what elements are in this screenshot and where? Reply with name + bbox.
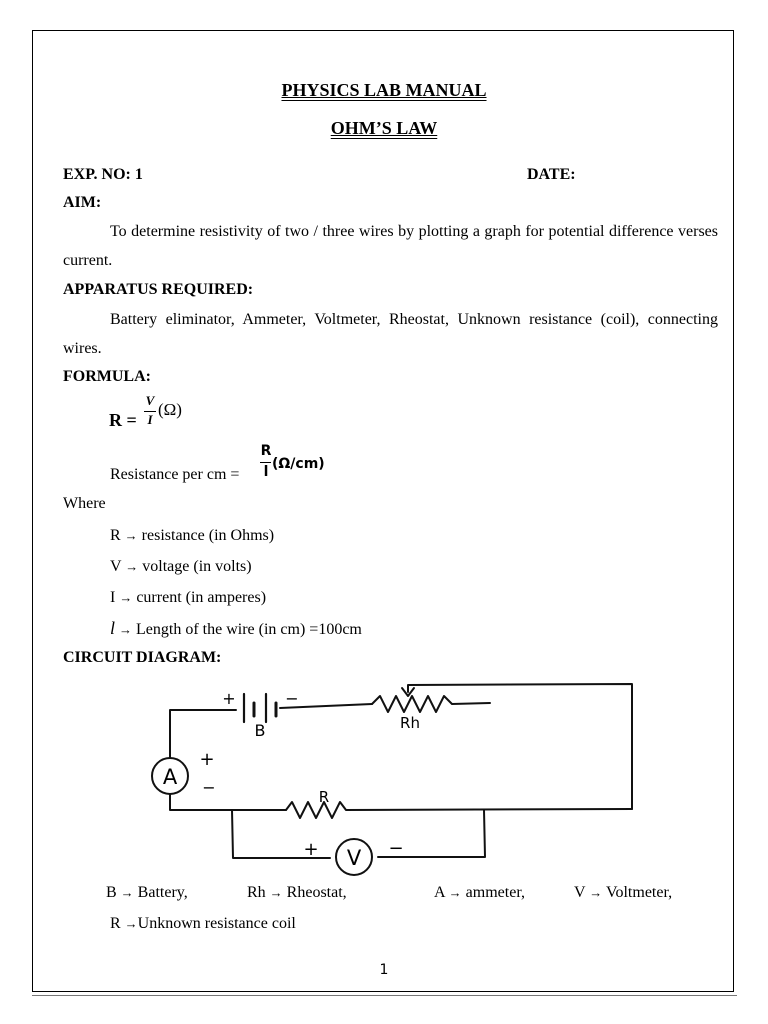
battery-minus: − (285, 689, 299, 708)
symbol-description: Length of the wire (in cm) =100cm (136, 621, 362, 638)
legend-item-ammeter (434, 883, 525, 903)
voltmeter-plus: + (303, 839, 319, 860)
circuit-heading: CIRCUIT DIAGRAM: (63, 649, 222, 666)
legend-description: Voltmeter, (605, 884, 673, 901)
symbol: R (110, 527, 121, 544)
rpc-fraction-bar (260, 462, 271, 463)
legend-symbol: Rh (247, 884, 266, 901)
rheostat-label: Rh (400, 714, 420, 732)
legend-description: ammeter, (465, 884, 525, 901)
experiment-number: EXP. NO: 1 (63, 166, 143, 183)
legend-item-voltmeter (574, 883, 672, 903)
ammeter-label: A (162, 765, 178, 789)
formula-r-lhs: R = (109, 410, 137, 430)
apparatus-heading: APPARATUS REQUIRED: (63, 281, 254, 298)
wire-ammeter-bottom (170, 792, 286, 810)
symbol: I (110, 589, 116, 606)
rheostat-zigzag (372, 696, 490, 712)
rpc-label: Resistance per cm = (110, 466, 240, 483)
formula-r-numerator: V (145, 393, 155, 408)
list-item (110, 526, 274, 546)
battery-plus: + (222, 689, 236, 708)
legend-description: Rheostat, (286, 884, 347, 901)
symbol-description: voltage (in volts) (142, 558, 252, 575)
resistor-zigzag (286, 802, 632, 818)
formula-heading: FORMULA: (63, 368, 151, 385)
symbol-description: current (in amperes) (136, 589, 267, 606)
symbol-description: resistance (in Ohms) (141, 527, 275, 544)
experiment-title: OHM’S LAW (330, 118, 438, 138)
legend-symbol: V (574, 884, 586, 901)
arrow-icon: → (589, 885, 603, 900)
arrow-icon: → (119, 622, 133, 637)
page-number: 1 (379, 962, 389, 978)
arrow-icon: → (124, 528, 138, 543)
rpc-unit: (Ω/cm) (272, 456, 325, 472)
formula-r-unit: (Ω) (158, 400, 182, 419)
arrow-icon: → (119, 590, 133, 605)
ammeter-minus: − (202, 778, 216, 797)
legend-item-resistance (110, 914, 296, 934)
symbol: V (110, 558, 122, 575)
resistor-label: R (318, 788, 330, 806)
arrow-icon: → (125, 559, 139, 574)
list-item (110, 588, 266, 608)
legend-symbol: B (106, 884, 117, 901)
battery-label: B (254, 721, 266, 740)
arrow-icon: → (124, 916, 138, 931)
legend-symbol: R (110, 915, 121, 932)
legend-item-rheostat (247, 883, 347, 903)
list-item (110, 557, 252, 577)
manual-title: PHYSICS LAB MANUAL (281, 80, 487, 100)
arrow-icon: → (120, 885, 134, 900)
legend-symbol: A (434, 884, 445, 901)
ammeter-plus: + (199, 749, 215, 770)
aim-text: To determine resistivity of two / three wires by plotting a graph for potential difference verses current. (63, 223, 718, 269)
arrow-icon: → (269, 885, 283, 900)
aim-heading: AIM: (63, 194, 102, 211)
page-bottom-rule (32, 995, 737, 996)
symbol: l (110, 618, 116, 638)
voltmeter-minus: − (388, 838, 404, 859)
legend-description: Battery, (137, 884, 188, 901)
voltmeter-label: V (346, 846, 362, 870)
formula-r-denominator: I (147, 412, 153, 427)
list-item (110, 618, 362, 640)
legend-description: Unknown resistance coil (137, 915, 296, 932)
rpc-numerator: R (260, 443, 272, 459)
rpc-denominator: l (263, 464, 269, 480)
arrow-icon: → (448, 885, 462, 900)
apparatus-text: Battery eliminator, Ammeter, Voltmeter, Rheostat, Unknown resistance (coil), connecting wires. (63, 311, 718, 357)
where-label: Where (63, 495, 106, 512)
legend-item-battery (106, 883, 188, 903)
circuit-diagram (140, 676, 650, 876)
date-label: DATE: (527, 166, 576, 183)
